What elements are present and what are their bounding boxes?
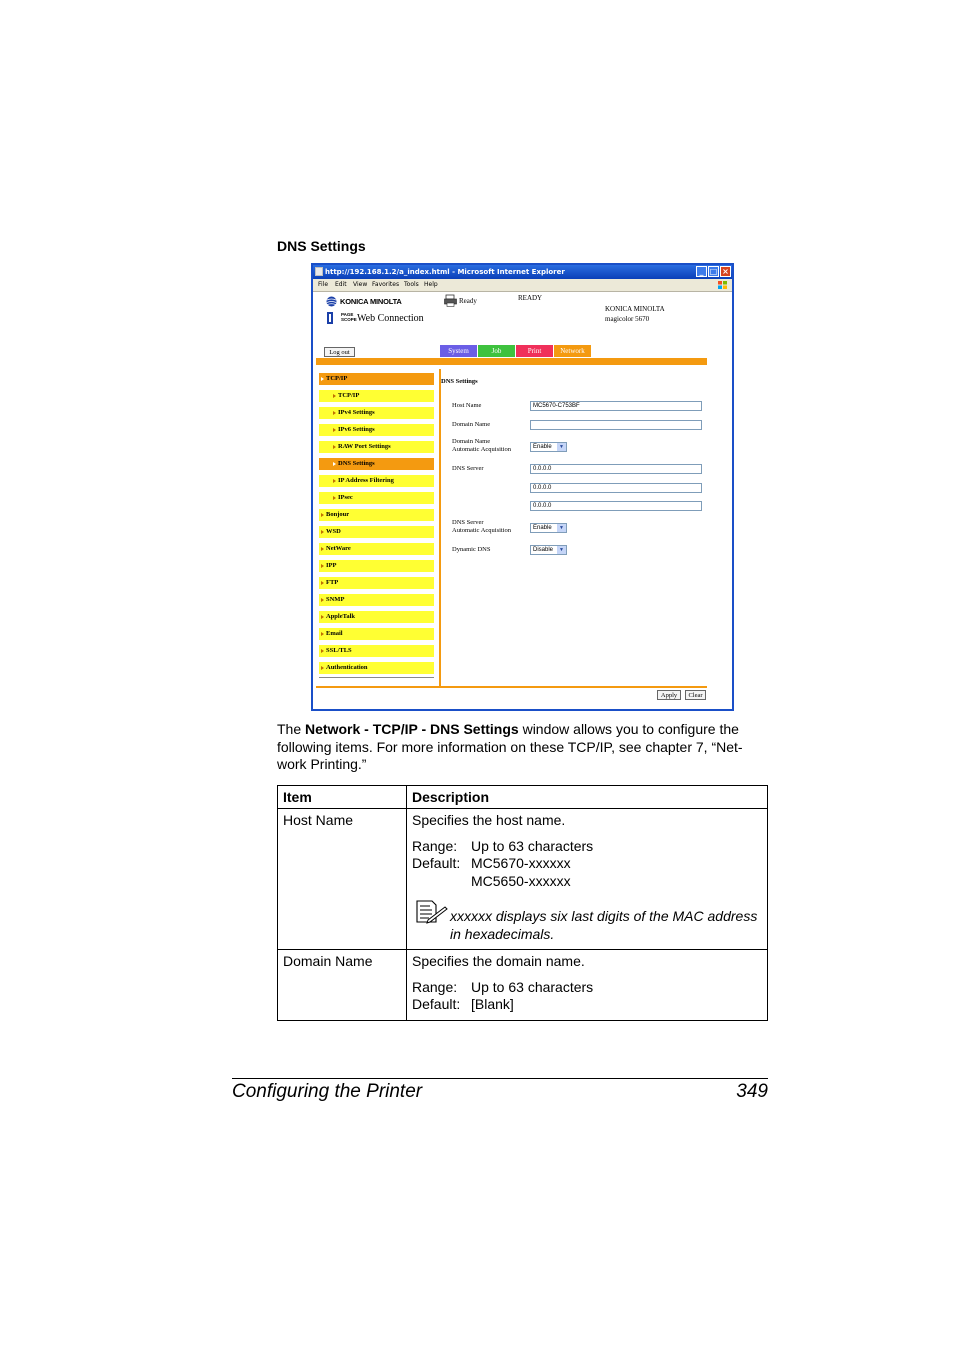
header-item: Item [278, 786, 407, 809]
sidebar-item-netware[interactable] [319, 543, 434, 555]
browser-window [311, 263, 734, 711]
intro-post: window allows you to configure the following items. For more information on these TCP/IP, see chapter 7, “Net-work Printing.” [277, 721, 743, 772]
sidebar-item-tcpip[interactable] [319, 373, 434, 385]
menu-help[interactable]: Help [424, 281, 438, 288]
triangle-right-icon [333, 411, 336, 415]
triangle-right-icon [321, 632, 324, 636]
sidebar-item-label: WSD [326, 528, 341, 535]
default-value-1: MC5670-xxxxxx [471, 855, 571, 871]
triangle-right-icon [321, 513, 324, 517]
close-icon[interactable]: × [720, 266, 731, 277]
tab-job[interactable]: Job [478, 345, 515, 357]
table-row [278, 950, 768, 1021]
default-key: Default: [412, 855, 461, 871]
pagescope-icon [327, 312, 340, 324]
sidebar-item-label: TCP/IP [326, 375, 348, 382]
sidebar-item-raw-port[interactable] [319, 441, 434, 453]
range-line [412, 979, 762, 997]
minimize-icon[interactable]: _ [696, 266, 707, 277]
sidebar-item-label: IPP [326, 562, 337, 569]
sidebar-item-ipv4[interactable] [319, 407, 434, 419]
range-key: Range: [412, 978, 458, 995]
brand-logo-text: KONICA MINOLTA [340, 297, 402, 306]
domain-auto-select[interactable] [530, 442, 567, 452]
table-header-row [278, 786, 768, 809]
sidebar-item-label: DNS Settings [338, 460, 375, 467]
content-divider [439, 369, 441, 686]
pagescope-label: PAGE SCOPE [341, 312, 357, 322]
model-name: magicolor 5670 [605, 315, 650, 323]
sidebar-item-bonjour[interactable] [319, 509, 434, 521]
dns-auto-select[interactable] [530, 523, 567, 533]
menu-tools[interactable]: Tools [404, 281, 419, 288]
triangle-right-icon [333, 428, 336, 432]
printer-status: READY [518, 294, 543, 302]
clear-button[interactable]: Clear [685, 690, 706, 700]
triangle-right-icon [333, 462, 336, 466]
sidebar-item-label: AppleTalk [326, 613, 356, 620]
triangle-right-icon [321, 649, 324, 653]
chevron-down-icon: ▼ [557, 524, 566, 532]
triangle-right-icon [321, 666, 324, 670]
sidebar-item-label: IP Address Filtering [338, 477, 394, 484]
range-line [412, 838, 762, 856]
dns-auto-label [452, 519, 511, 535]
triangle-right-icon [321, 530, 324, 534]
sidebar-item-label: NetWare [326, 545, 351, 552]
dynamic-dns-select[interactable] [530, 545, 567, 555]
default-value: [Blank] [471, 996, 514, 1012]
printer-status-icon [444, 294, 457, 307]
chevron-down-icon: ▼ [557, 546, 566, 554]
dns-server-3-input[interactable]: 0.0.0.0 [530, 501, 702, 511]
sidebar-item-ipp[interactable] [319, 560, 434, 572]
browser-menubar [313, 279, 732, 292]
intro-paragraph [277, 721, 767, 774]
dns-auto-value: Enable [533, 525, 552, 531]
sidebar-item-label: SNMP [326, 596, 345, 603]
dns-auto-label-line2: Automatic Acquisition [452, 527, 512, 534]
header-description: Description [407, 786, 768, 809]
sidebar-item-ssl-tls[interactable] [319, 645, 434, 657]
tab-print[interactable]: Print [516, 345, 553, 357]
desc-text: Specifies the host name. [412, 812, 566, 828]
tab-system[interactable]: System [440, 345, 477, 357]
triangle-right-icon [333, 445, 336, 449]
page-number: 349 [736, 1081, 768, 1102]
row-item-host-name: Host Name [278, 809, 407, 950]
host-name-input[interactable]: MC5670-C753BF [530, 401, 702, 411]
sidebar-item-label: IPsec [338, 494, 353, 501]
menu-file[interactable]: File [318, 281, 329, 288]
footer-title: Configuring the Printer [232, 1081, 423, 1102]
sidebar-item-ipv6[interactable] [319, 424, 434, 436]
row-desc-domain-name [407, 950, 768, 1021]
range-key: Range: [412, 837, 458, 854]
domain-name-label: Domain Name [452, 421, 491, 428]
sidebar-item-ipsec[interactable] [319, 492, 434, 504]
triangle-right-icon [333, 496, 336, 500]
triangle-right-icon [321, 564, 324, 568]
page-icon [315, 267, 323, 276]
default-line [412, 996, 762, 1014]
range-value: Up to 63 characters [471, 837, 594, 854]
content-title: DNS Settings [441, 378, 478, 385]
ready-label: Ready [459, 297, 477, 305]
sidebar-divider [319, 677, 434, 678]
sidebar-item-label: RAW Port Settings [338, 443, 391, 450]
intro-pre: The [277, 721, 306, 737]
desc-text: Specifies the domain name. [412, 953, 585, 969]
menu-favorites[interactable]: Favorites [372, 281, 400, 288]
default-line [412, 855, 762, 873]
chevron-down-icon: ▼ [557, 443, 566, 451]
triangle-right-icon [321, 615, 324, 619]
sidebar-item-email[interactable] [319, 628, 434, 640]
dns-server-1-input[interactable]: 0.0.0.0 [530, 464, 702, 474]
browser-title: http://192.168.1.2/a_index.html - Microsoft Internet Explorer [325, 268, 565, 276]
menu-edit[interactable]: Edit [335, 281, 347, 288]
menu-view[interactable]: View [353, 281, 368, 288]
web-connection-title: Web Connection [357, 313, 424, 324]
domain-name-input[interactable] [530, 420, 702, 430]
sidebar-item-tcpip-sub[interactable] [319, 390, 434, 402]
triangle-right-icon [321, 547, 324, 551]
sidebar-item-dns[interactable] [319, 458, 434, 470]
header-rule [316, 358, 707, 365]
intro-bold: Network - TCP/IP - DNS Settings [305, 721, 519, 737]
footer-rule-orange [316, 686, 707, 688]
logout-button[interactable]: Log out [324, 347, 355, 357]
default-line-2 [412, 873, 762, 891]
dns-server-2-input[interactable]: 0.0.0.0 [530, 483, 702, 493]
sidebar-item-label: Bonjour [326, 511, 350, 518]
dns-server-label: DNS Server [452, 465, 484, 472]
domain-auto-label-line1: Domain Name [452, 438, 491, 445]
sidebar-item-label: IPv6 Settings [338, 426, 375, 433]
tab-network[interactable]: Network [554, 345, 591, 357]
maximize-icon[interactable]: □ [709, 267, 718, 276]
domain-auto-value: Enable [533, 444, 552, 450]
row-desc-host-name [407, 809, 768, 950]
domain-auto-label-line2: Automatic Acquisition [452, 446, 512, 453]
triangle-right-icon [333, 394, 336, 398]
browser-titlebar [313, 265, 732, 279]
range-value: Up to 63 characters [471, 978, 594, 995]
sidebar-item-label: FTP [326, 579, 339, 586]
note [412, 900, 762, 943]
default-key: Default: [412, 996, 461, 1012]
sidebar-item-label: TCP/IP [338, 392, 360, 399]
footer-rule [232, 1078, 768, 1079]
sidebar-item-ftp[interactable] [319, 577, 434, 589]
sidebar-item-label: IPv4 Settings [338, 409, 375, 416]
default-value-2: MC5650-xxxxxx [471, 872, 571, 889]
sidebar-item-label: Email [326, 630, 343, 637]
sidebar-item-label: SSL/TLS [326, 647, 352, 654]
host-name-label: Host Name [452, 402, 482, 409]
triangle-right-icon [333, 479, 336, 483]
table-row [278, 809, 768, 950]
dynamic-dns-value: Disable [533, 547, 554, 553]
apply-button[interactable]: Apply [657, 690, 681, 700]
sidebar-item-snmp[interactable] [319, 594, 434, 606]
triangle-right-icon [321, 598, 324, 602]
triangle-right-icon [321, 377, 324, 381]
section-heading: DNS Settings [277, 238, 366, 254]
sidebar-item-authentication[interactable] [319, 662, 434, 674]
sidebar-item-wsd[interactable] [319, 526, 434, 538]
row-item-domain-name: Domain Name [278, 950, 407, 1021]
domain-auto-label [452, 438, 511, 454]
windows-flag-icon [717, 280, 728, 290]
description-table [277, 785, 768, 1021]
sidebar-item-label: Authentication [326, 664, 368, 671]
dynamic-dns-label: Dynamic DNS [452, 546, 491, 553]
triangle-right-icon [321, 581, 324, 585]
dns-auto-label-line1: DNS Server [452, 519, 484, 526]
model-brand: KONICA MINOLTA [605, 305, 665, 313]
note-text: xxxxxx displays six last digits of the MAC address in hexadecimals. [450, 908, 758, 942]
note-pencil-icon [412, 900, 450, 924]
km-globe-icon [326, 296, 337, 307]
sidebar-item-ip-filter[interactable] [319, 475, 434, 487]
sidebar-item-appletalk[interactable] [319, 611, 434, 623]
